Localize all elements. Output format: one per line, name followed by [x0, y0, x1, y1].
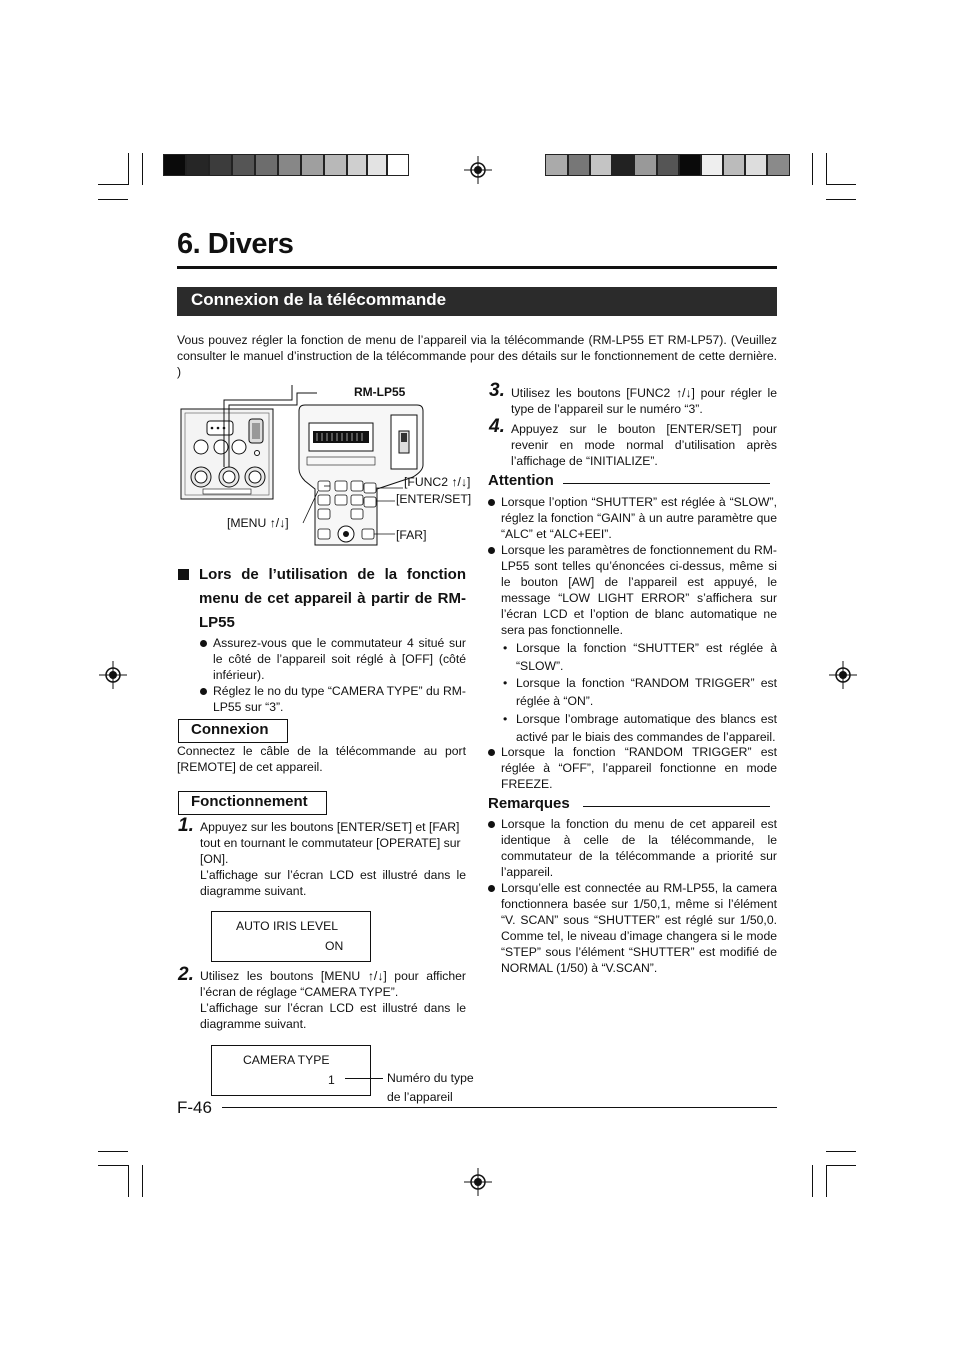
attention-subtext: Lorsque l’ombrage automatique des blancs est activé par le biais des commandes de l’appareil.: [516, 712, 777, 744]
attention-item: [488, 494, 777, 542]
attention-text: Lorsque l’option “SHUTTER” est réglée à “SLOW”, réglez la fonction “GAIN” à un autre paramètre que “ALC” et “ALC+EEI”.: [501, 495, 777, 541]
step-4-text: Appuyez sur le bouton [ENTER/SET] pour revenir en mode normal d’utilisation après l’affichage de “INITIALIZE”.: [511, 422, 777, 468]
step-text: Utilisez les boutons [MENU ↑/↓] pour afficher l’écran de réglage “CAMERA TYPE”.: [200, 969, 466, 999]
lcd-display-2: [211, 1045, 371, 1096]
footer-rule: [222, 1107, 777, 1108]
remote-connection-figure: [177, 385, 477, 550]
remarques-heading: Remarques: [488, 795, 570, 812]
bullet-dot-icon: [200, 640, 207, 647]
step-number: 1.: [178, 815, 194, 836]
type-number-callout: [387, 1069, 474, 1107]
remarques-item: [488, 880, 777, 976]
lcd-display-1: [211, 911, 371, 962]
remarques-text: Lorsqu’elle est connectée au RM-LP55, la camera fonctionnera basée sur 1/50,1, même si l’élément “V. SCAN” sous “SHUTTER” est réglé sur 1/50,0. Comme tel, le niveau d’image changera si le mode “STEP” sous l’élément “SHUTTER” est modifié de NORMAL (1/50) à “V.SCAN”.: [501, 881, 777, 975]
step-text: Appuyez sur les boutons [ENTER/SET] et [FAR] tout en tournant le commutateur [OPERATE] sur [ON].: [200, 820, 461, 866]
lcd-line: ON: [325, 939, 344, 953]
lp55-heading: Lors de l’utilisation de la fonction menu de cet appareil à partir de RM-LP55: [199, 566, 466, 631]
connexion-heading: Connexion: [178, 719, 288, 743]
bullet-point: •: [503, 676, 508, 690]
lp55-bullet-text: Réglez le no du type “CAMERA TYPE” du RM-LP55 sur “3”.: [213, 684, 466, 714]
lcd-line: AUTO IRIS LEVEL: [236, 919, 339, 933]
title-rule: [177, 266, 777, 269]
step-text-lcd: L’affichage sur l’écran LCD est illustré dans le diagramme suivant.: [200, 1001, 466, 1031]
attention-subtext: Lorsque la fonction “RANDOM TRIGGER” est réglée à “ON”.: [516, 676, 777, 708]
step-number: 4.: [489, 416, 505, 437]
attention-text: Lorsque les paramètres de fonctionnement du RM-LP55 sont telles qu’énoncées ci-dessus, même si le bouton [AW] de l’appareil est appuyé, le message “LOW LIGHT ERROR” s’affichera sur l’écran LCD et l’option de blanc automatique ne sera pas fonctionnelle.: [501, 543, 777, 637]
attention-heading: Attention: [488, 472, 554, 489]
fonctionnement-heading: Fonctionnement: [178, 791, 327, 815]
intro-text: Vous pouvez régler la fonction de menu de l’appareil via la télécommande (RM-LP55 ET RM-LP57). (Veuillez consulter le manuel d’instruction de la télécommande pour des détails sur le fonctionnement de cette dernière. ): [177, 333, 777, 379]
attention-item: [488, 542, 777, 638]
bullet-dot-icon: [488, 749, 495, 756]
lcd-line: CAMERA TYPE: [243, 1053, 330, 1067]
step-text-lcd: L’affichage sur l’écran LCD est illustré dans le diagramme suivant.: [200, 868, 466, 898]
bullet-dot-icon: [488, 885, 495, 892]
step-2-text: [200, 968, 466, 1032]
func2-label: [FUNC2 ↑/↓]: [404, 475, 471, 489]
attention-subtext: Lorsque la fonction “SHUTTER” est réglée à “SLOW”.: [516, 641, 777, 673]
enterset-label: [ENTER/SET]: [396, 492, 472, 506]
step-3-text: Utilisez les boutons [FUNC2 ↑/↓] pour régler le type de l’appareil sur le numéro “3”.: [511, 386, 777, 416]
callout-text: Numéro du type: [387, 1071, 474, 1085]
far-label: [FAR]: [396, 528, 427, 542]
callout-line: [345, 1078, 383, 1079]
lp55-bullet-text: Assurez-vous que le commutateur 4 situé sur le côté de l’appareil soit réglé à [OFF] (côté inférieur).: [213, 636, 466, 682]
lp55-bullet: [200, 635, 466, 683]
bullet-dot-icon: [200, 688, 207, 695]
connexion-text: Connectez le câble de la télécommande au port [REMOTE] de cet appareil.: [177, 744, 466, 774]
page-number: F-46: [177, 1098, 212, 1117]
bullet-dot-icon: [488, 547, 495, 554]
bullet-dot-icon: [488, 821, 495, 828]
remarques-text: Lorsque la fonction du menu de cet appareil est identique à celle de la télécommande, le commutateur de la télécommande a priorité sur l’appareil.: [501, 817, 777, 879]
menu-label: [MENU ↑/↓]: [227, 516, 289, 530]
lp55-bullet: [200, 683, 466, 715]
attention-rule: [563, 483, 770, 484]
step-number: 3.: [489, 380, 505, 401]
rm-lp55-label: RM-LP55: [354, 385, 406, 399]
remarques-item: [488, 816, 777, 880]
remote-figure-drawing: [177, 385, 477, 550]
remarques-rule: [583, 806, 770, 807]
chapter-title: 6. Divers: [177, 228, 294, 260]
bullet-point: •: [503, 712, 508, 726]
lcd-line: 1: [328, 1073, 335, 1087]
callout-text: de l’appareil: [387, 1090, 453, 1104]
bullet-point: •: [503, 641, 508, 655]
step-number: 2.: [178, 964, 194, 985]
step-1-text: [200, 819, 466, 899]
square-bullet-icon: [178, 569, 189, 580]
bullet-dot-icon: [488, 499, 495, 506]
attention-item: [488, 744, 777, 792]
section-title: Connexion de la télécommande: [177, 287, 777, 316]
attention-text: Lorsque la fonction “RANDOM TRIGGER” est réglée à “OFF”, l’appareil fonctionne en mode FREEZE.: [501, 745, 777, 791]
